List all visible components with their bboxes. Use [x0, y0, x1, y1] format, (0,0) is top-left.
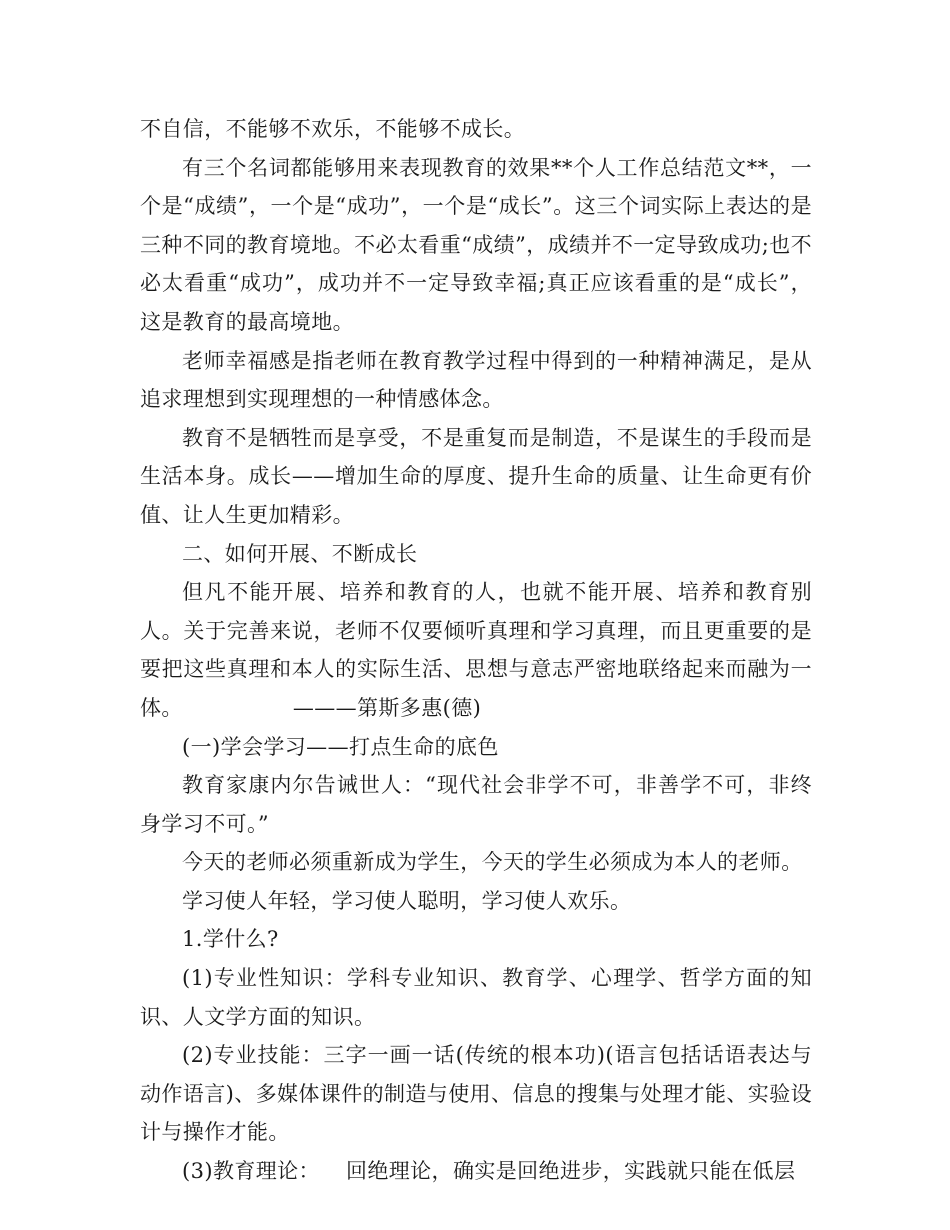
list-item-label: (3)教育理论：: [182, 1159, 320, 1184]
quote-attribution: ———第斯多惠(德): [292, 695, 482, 720]
list-heading-what-to-learn: 1.学什么?: [182, 927, 279, 952]
paragraph-learning-benefits: 学习使人年轻，学习使人聪明，学习使人欢乐。: [182, 888, 632, 913]
paragraph-teacher-happiness: 老师幸福感是指老师在教育教学过程中得到的一种精神满足，是从追求理想到实现理想的一种情感体念。: [140, 348, 812, 412]
paragraph-education-enjoyment: 教育不是牺牲而是享受，不是重复而是制造，不是谋生的手段而是生活本身。成长——增加生命的厚度、提升生命的质量、让生命更有价值、让人生更加精彩。: [140, 425, 812, 527]
list-item-professional-knowledge: (1)专业性知识：学科专业知识、教育学、心理学、哲学方面的知识、人文学方面的知识。: [140, 966, 812, 1029]
paragraph-quote: [140, 573, 812, 727]
section-heading-growth: 二、如何开展、不断成长: [182, 541, 418, 566]
quote-text: 但凡不能开展、培养和教育的人，也就不能开展、培养和教育别人。关于完善来说，老师不仅要倾听真理和学习真理，而且更重要的是要把这些真理和本人的实际生活、思想与意志严密地联络起来而融为一体。: [140, 580, 812, 720]
document-body: [140, 110, 812, 1191]
paragraph-connell: 教育家康内尔告诫世人：“现代社会非学不可，非善学不可，非终身学习不可。”: [140, 773, 812, 836]
list-item-professional-skills: (2)专业技能：三字一画一话(传统的根本功)(语言包括话语表达与动作语言)、多媒体课件的制造与使用、信息的搜集与处理才能、实验设计与操作才能。: [140, 1043, 812, 1145]
paragraph-continuation: 不自信，不能够不欢乐，不能够不成长。: [140, 117, 526, 141]
subheading-learn: (一)学会学习——打点生命的底色: [182, 734, 499, 759]
paragraph-teacher-student: 今天的老师必须重新成为学生，今天的学生必须成为本人的老师。: [182, 850, 803, 875]
list-item-text: 回绝理论，确实是回绝进步，实践就只能在低层: [345, 1159, 796, 1184]
paragraph-three-terms: 有三个名词都能够用来表现教育的效果**个人工作总结范文**，一个是“成绩”，一个是“成功”，一个是“成长”。这三个词实际上表达的是三种不同的教育境地。不必太看重“成绩”，成绩并不一定导致成功;也不必太看重“成功”，成功并不一定导致幸福;真正应该看重的是“成长”，这是教育的最高境地。: [140, 155, 812, 334]
list-item-education-theory: [140, 1152, 812, 1191]
